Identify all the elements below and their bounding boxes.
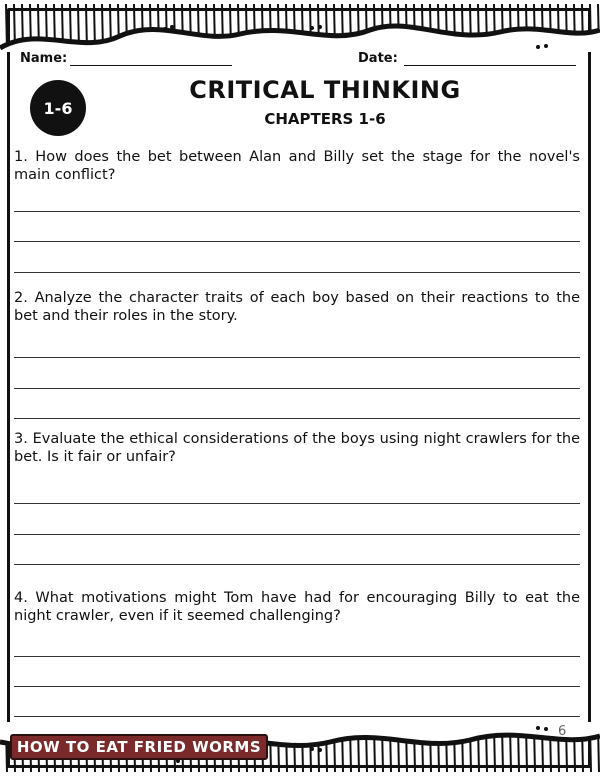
answer-line[interactable] [14,686,580,687]
page-number: 6 [558,724,567,739]
name-label: Name: [20,51,68,66]
answer-line[interactable] [14,656,580,657]
question-1: 1. How does the bet between Alan and Billy set the stage for the novel's main conflict? [14,149,580,183]
top-wave-decoration [0,0,600,52]
answer-line[interactable] [14,716,580,717]
answer-line[interactable] [14,211,580,212]
answer-line[interactable] [14,357,580,358]
answer-line[interactable] [14,241,580,242]
name-field[interactable] [70,65,232,66]
date-field[interactable] [404,65,576,66]
page-subtitle: CHAPTERS 1-6 [264,110,386,128]
question-2: 2. Analyze the character traits of each boy based on their reactions to the bet and their roles in the story. [14,290,580,324]
answer-line[interactable] [14,388,580,389]
date-label: Date: [358,51,398,66]
answer-line[interactable] [14,564,580,565]
answer-line[interactable] [14,503,580,504]
page-title: CRITICAL THINKING [189,76,461,104]
question-4: 4. What motivations might Tom have had for encouraging Billy to eat the night crawler, even if it seemed challenging? [14,590,580,624]
answer-line[interactable] [14,272,580,273]
chapter-badge: 1-6 [30,80,86,136]
question-3: 3. Evaluate the ethical considerations of the boys using night crawlers for the bet. Is it fair or unfair? [14,431,580,465]
answer-line[interactable] [14,418,580,419]
answer-line[interactable] [14,534,580,535]
book-title-banner: HOW TO EAT FRIED WORMS [10,734,268,760]
